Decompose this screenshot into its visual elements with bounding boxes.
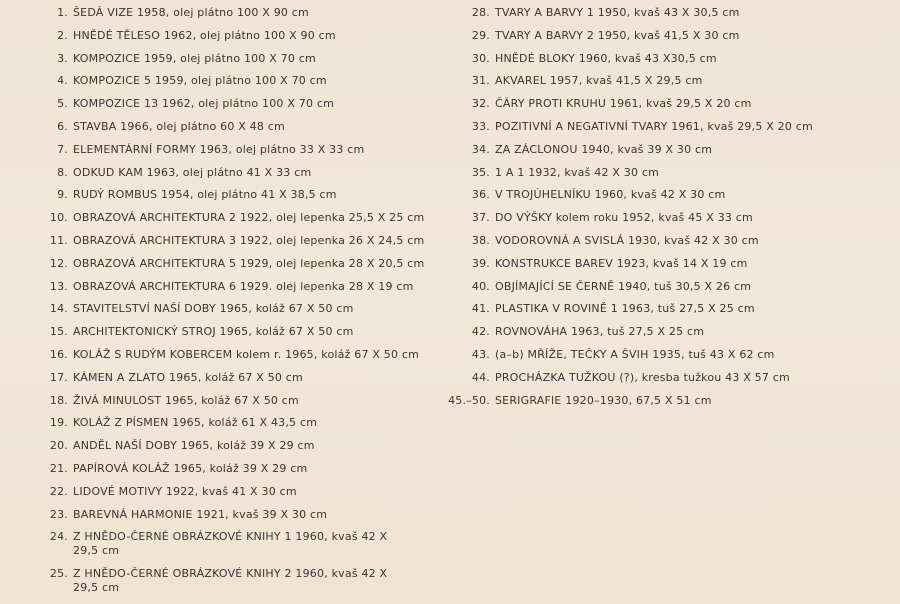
entry-text: PLASTIKA V ROVINĚ 1 1963, tuš 27,5 X 25 cm [495, 302, 755, 316]
catalog-entry [36, 567, 456, 595]
catalog-entry [36, 280, 456, 294]
entry-number: 4. [57, 74, 68, 88]
catalog-entry [446, 143, 886, 157]
entry-number: 38. [471, 233, 490, 247]
entry-number: 40. [471, 279, 490, 293]
entry-number: 31. [471, 74, 490, 88]
entry-text: KOMPOZICE 13 1962, olej plátno 100 X 70 cm [73, 97, 335, 111]
entry-text: OBRAZOVÁ ARCHITEKTURA 5 1929, olej lepenka 28 X 20,5 cm [73, 256, 425, 270]
catalog-entry [446, 302, 886, 316]
entry-number: 7. [57, 142, 68, 156]
catalog-entry [36, 394, 456, 408]
catalog-column-right [446, 6, 886, 416]
catalog-entry [446, 97, 886, 111]
entry-text: KOMPOZICE 5 1959, olej plátno 100 X 70 cm [73, 74, 327, 88]
catalog-entry [36, 325, 456, 339]
entry-number: 33. [471, 119, 490, 133]
catalog-entry [36, 485, 456, 499]
entry-text: ROVNOVÁHA 1963, tuš 27,5 X 25 cm [495, 325, 705, 339]
entry-number: 19. [49, 416, 68, 430]
catalog-entry [446, 52, 886, 66]
entry-number: 6. [57, 119, 68, 133]
entry-text: AKVAREL 1957, kvaš 41,5 X 29,5 cm [495, 74, 703, 88]
catalog-entry [36, 302, 456, 316]
entry-number: 41. [471, 302, 490, 316]
entry-number: 15. [49, 325, 68, 339]
entry-text: HNĚDÉ BLOKY 1960, kvaš 43 X30,5 cm [495, 51, 717, 65]
catalog-entry [36, 52, 456, 66]
entry-text: ODKUD KAM 1963, olej plátno 41 X 33 cm [73, 165, 312, 179]
catalog-entry [36, 97, 456, 111]
catalog-entry [446, 6, 886, 20]
entry-number: 12. [49, 256, 68, 270]
entry-number: 5. [57, 97, 68, 111]
entry-text: ČÁRY PROTI KRUHU 1961, kvaš 29,5 X 20 cm [495, 97, 752, 111]
entry-text: STAVITELSTVÍ NAŠÍ DOBY 1965, koláž 67 X 50 cm [73, 302, 354, 316]
catalog-entry [36, 188, 456, 202]
entry-text: HNĚDÉ TĚLESO 1962, olej plátno 100 X 90 cm [73, 28, 336, 42]
catalog-entry [36, 257, 456, 271]
catalog-entry [36, 371, 456, 385]
entry-number: 1. [57, 6, 68, 19]
entry-text: TVARY A BARVY 2 1950, kvaš 41,5 X 30 cm [495, 28, 740, 42]
catalog-entry [36, 530, 456, 558]
catalog-entry [36, 234, 456, 248]
entry-text: ELEMENTÁRNÍ FORMY 1963, olej plátno 33 X 33 cm [73, 142, 365, 156]
entry-text: OBRAZOVÁ ARCHITEKTURA 6 1929. olej lepenka 28 X 19 cm [73, 279, 414, 293]
entry-number: 28. [471, 6, 490, 19]
catalog-entry [446, 188, 886, 202]
catalog-entry [446, 234, 886, 248]
entry-text: 1 A 1 1932, kvaš 42 X 30 cm [495, 165, 660, 179]
entry-number: 17. [49, 370, 68, 384]
entry-text: Z HNĚDO-ČERNÉ OBRÁZKOVÉ KNIHY 1 1960, kvaš 42 X 29,5 cm [73, 530, 388, 558]
entry-number: 37. [471, 211, 490, 225]
catalog-entry [446, 166, 886, 180]
catalog-entry [446, 371, 886, 385]
catalog-entry [446, 120, 886, 134]
entry-number: 30. [471, 51, 490, 65]
entry-text: OBRAZOVÁ ARCHITEKTURA 3 1922, olej lepenka 26 X 24,5 cm [73, 233, 425, 247]
entry-text: (a–b) MŘÍŽE, TEČKY A ŠVIH 1935, tuš 43 X 62 cm [495, 347, 775, 361]
entry-text: POZITIVNÍ A NEGATIVNÍ TVARY 1961, kvaš 29,5 X 20 cm [495, 119, 813, 133]
catalog-column-left [36, 6, 456, 604]
catalog-entry [36, 29, 456, 43]
entry-text: ANDĚL NAŠÍ DOBY 1965, koláž 39 X 29 cm [73, 439, 315, 453]
entry-text: ARCHITEKTONICKÝ STROJ 1965, koláž 67 X 50 cm [73, 325, 354, 339]
catalog-entry [446, 325, 886, 339]
entry-text: PROCHÁZKA TUŽKOU (?), kresba tužkou 43 X 57 cm [495, 370, 790, 384]
entry-text: KOMPOZICE 1959, olej plátno 100 X 70 cm [73, 51, 316, 65]
catalog-entry [36, 416, 456, 430]
catalog-entry [36, 143, 456, 157]
entry-number: 39. [471, 256, 490, 270]
entry-text: RUDÝ ROMBUS 1954, olej plátno 41 X 38,5 cm [73, 188, 337, 202]
entry-number: 34. [471, 142, 490, 156]
catalog-entry [36, 348, 456, 362]
catalog-entry [36, 462, 456, 476]
entry-text: BAREVNÁ HARMONIE 1921, kvaš 39 X 30 cm [73, 507, 328, 521]
entry-number: 10. [49, 211, 68, 225]
entry-text: STAVBA 1966, olej plátno 60 X 48 cm [73, 119, 285, 133]
entry-text: ŽIVÁ MINULOST 1965, koláž 67 X 50 cm [73, 393, 299, 407]
entry-number: 3. [57, 51, 68, 65]
entry-number: 43. [471, 347, 490, 361]
entry-text: KONSTRUKCE BAREV 1923, kvaš 14 X 19 cm [495, 256, 748, 270]
entry-text: DO VÝŠKY kolem roku 1952, kvaš 45 X 33 cm [495, 211, 753, 225]
entry-number: 25. [49, 567, 68, 581]
entry-text: PAPÍROVÁ KOLÁŽ 1965, koláž 39 X 29 cm [73, 461, 308, 475]
entry-number: 35. [471, 165, 490, 179]
entry-number: 20. [49, 439, 68, 453]
catalog-entry [36, 439, 456, 453]
entry-number: 23. [49, 507, 68, 521]
entry-number: 36. [471, 188, 490, 202]
entry-text: Z HNĚDO-ČERNÉ OBRÁZKOVÉ KNIHY 2 1960, kvaš 42 X 29,5 cm [73, 567, 388, 595]
entry-number: 16. [49, 347, 68, 361]
entry-number: 29. [471, 28, 490, 42]
entry-number: 14. [49, 302, 68, 316]
catalog-entry [36, 74, 456, 88]
entry-text: KÁMEN A ZLATO 1965, koláž 67 X 50 cm [73, 370, 303, 384]
entry-text: V TROJÚHELNÍKU 1960, kvaš 42 X 30 cm [495, 188, 726, 202]
catalog-entry [36, 508, 456, 522]
catalog-entry [446, 257, 886, 271]
catalog-entry [446, 29, 886, 43]
entry-number: 44. [471, 370, 490, 384]
entry-text: VODOROVNÁ A SVISLÁ 1930, kvaš 42 X 30 cm [495, 233, 759, 247]
catalog-entry [446, 74, 886, 88]
entry-text: KOLÁŽ Z PÍSMEN 1965, koláž 61 X 43,5 cm [73, 416, 318, 430]
entry-text: ZA ZÁCLONOU 1940, kvaš 39 X 30 cm [495, 142, 713, 156]
entry-number: 32. [471, 97, 490, 111]
entry-text: TVARY A BARVY 1 1950, kvaš 43 X 30,5 cm [495, 6, 740, 19]
entry-number: 2. [57, 28, 68, 42]
entry-number: 45.–50. [448, 393, 490, 407]
entry-text: ŠEDÁ VIZE 1958, olej plátno 100 X 90 cm [73, 6, 309, 19]
entry-text: LIDOVÉ MOTIVY 1922, kvaš 41 X 30 cm [73, 484, 297, 498]
entry-number: 18. [49, 393, 68, 407]
entry-text: OBRAZOVÁ ARCHITEKTURA 2 1922, olej lepenka 25,5 X 25 cm [73, 211, 425, 225]
catalog-entry [36, 166, 456, 180]
entry-number: 24. [49, 530, 68, 544]
catalog-entry [36, 120, 456, 134]
catalog-entry [446, 348, 886, 362]
entry-text: SERIGRAFIE 1920–1930, 67,5 X 51 cm [495, 393, 712, 407]
entry-number: 42. [471, 325, 490, 339]
entry-number: 9. [57, 188, 68, 202]
entry-number: 8. [57, 165, 68, 179]
entry-number: 13. [49, 279, 68, 293]
catalog-entry [36, 211, 456, 225]
entry-number: 11. [49, 233, 68, 247]
catalog-entry [446, 394, 886, 408]
entry-text: KOLÁŽ S RUDÝM KOBERCEM kolem r. 1965, koláž 67 X 50 cm [73, 347, 420, 361]
entry-number: 21. [49, 461, 68, 475]
catalog-entry [446, 211, 886, 225]
entry-number: 22. [49, 484, 68, 498]
entry-text: OBJÍMAJÍCÍ SE ČERNĚ 1940, tuš 30,5 X 26 cm [495, 279, 752, 293]
catalog-entry [446, 280, 886, 294]
catalog-entry [36, 6, 456, 20]
